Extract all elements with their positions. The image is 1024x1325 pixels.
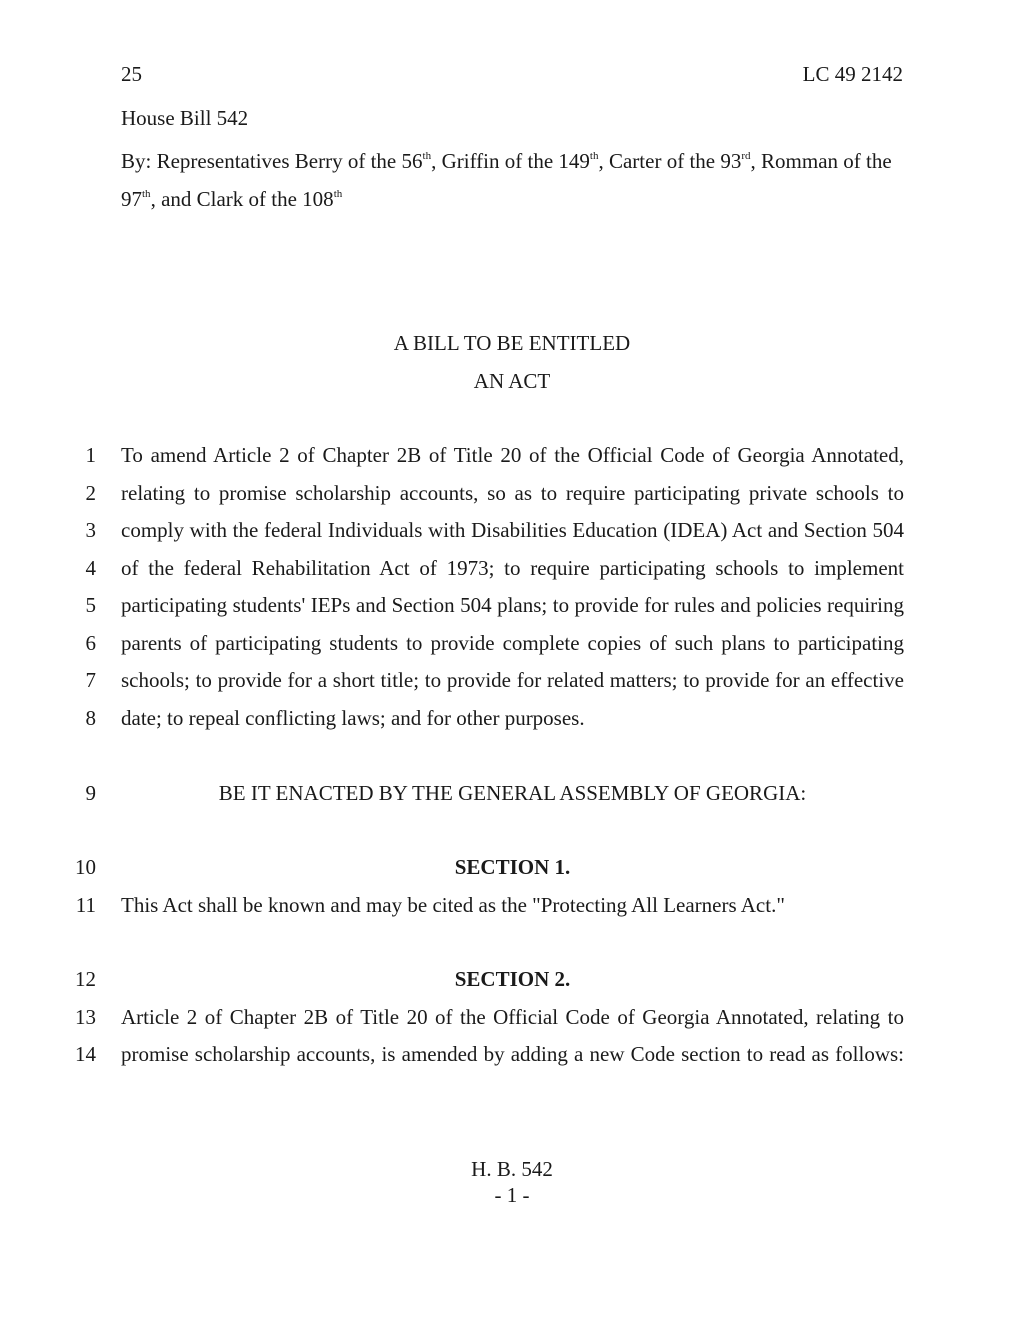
line-number: 8 (85, 705, 96, 730)
sponsor-text: , Griffin of the 149 (431, 149, 590, 173)
heading-an-act: AN ACT (473, 369, 551, 393)
line-number: 1 (85, 443, 96, 467)
line-number: 3 (85, 518, 96, 542)
line-text: date; to repeal conflicting laws; and for other purposes. (121, 705, 585, 730)
ordinal-suffix: rd (741, 150, 751, 162)
enacting-clause: BE IT ENACTED BY THE GENERAL ASSEMBLY OF GEORGIA: (218, 780, 807, 805)
line-text: comply with the federal Individuals with Disabilities Education (IDEA) Act and Section 504 (121, 518, 904, 542)
line-text: To amend Article 2 of Chapter 2B of Title 20 of the Official Code of Georgia Annotated, (121, 443, 904, 467)
line-number: 9 (85, 780, 96, 805)
numbered-line (0, 631, 1024, 669)
sponsor-text: , Romman of the 97 (121, 149, 892, 211)
line-number: 12 (75, 967, 96, 991)
numbered-line (0, 668, 1024, 706)
ordinal-suffix: th (422, 150, 432, 162)
line-text: This Act shall be known and may be cited as the "Protecting All Learners Act." (121, 892, 785, 917)
line-text: participating students' IEPs and Section 504 plans; to provide for rules and policies requiring (121, 593, 904, 617)
sponsor-line (121, 143, 904, 218)
line-text: relating to promise scholarship accounts, so as to require participating private schools to (121, 480, 904, 505)
bill-title: House Bill 542 (121, 106, 249, 130)
line-number: 6 (85, 630, 96, 655)
numbered-line (0, 855, 1024, 893)
line-number: 2 (85, 480, 96, 505)
line-text: schools; to provide for a short title; to provide for related matters; to provide for an effective (121, 668, 904, 692)
line-text: promise scholarship accounts, is amended by adding a new Code section to read as follows: (121, 1042, 904, 1066)
numbered-line (0, 518, 1024, 556)
numbered-line (0, 1042, 1024, 1080)
line-text: Article 2 of Chapter 2B of Title 20 of the Official Code of Georgia Annotated, relating to (121, 1004, 904, 1029)
header-page-number: 25 (121, 62, 142, 86)
numbered-line (0, 481, 1024, 519)
numbered-line (0, 967, 1024, 1005)
numbered-line (0, 706, 1024, 744)
line-number: 5 (85, 593, 96, 617)
heading-bill-entitled: A BILL TO BE ENTITLED (393, 331, 631, 355)
section-heading: SECTION 1. (454, 855, 571, 879)
numbered-line (0, 593, 1024, 631)
numbered-line (0, 781, 1024, 819)
footer-bill-ref: H. B. 542 (471, 1157, 553, 1181)
line-number: 14 (75, 1042, 96, 1066)
ordinal-suffix: th (333, 187, 343, 200)
numbered-line (0, 893, 1024, 931)
footer-page-number: - 1 - (494, 1183, 530, 1207)
sponsor-text: , and Clark of the 108 (150, 186, 334, 211)
sponsor-text: By: Representatives Berry of the 56 (121, 149, 423, 173)
line-text: of the federal Rehabilitation Act of 1973; to require participating schools to implement (121, 555, 904, 580)
sponsor-text: , Carter of the 93 (598, 149, 742, 173)
header-lc-number: LC 49 2142 (802, 62, 903, 86)
ordinal-suffix: th (589, 150, 599, 162)
numbered-line (0, 556, 1024, 594)
line-number: 11 (75, 892, 96, 917)
line-text: parents of participating students to provide complete copies of such plans to participating (121, 630, 904, 655)
line-number: 13 (75, 1004, 96, 1029)
line-number: 7 (85, 668, 96, 692)
line-number: 4 (85, 555, 96, 580)
numbered-line (0, 1005, 1024, 1043)
numbered-line (0, 443, 1024, 481)
line-number: 10 (75, 855, 96, 879)
ordinal-suffix: th (142, 187, 151, 200)
section-heading: SECTION 2. (454, 967, 571, 991)
